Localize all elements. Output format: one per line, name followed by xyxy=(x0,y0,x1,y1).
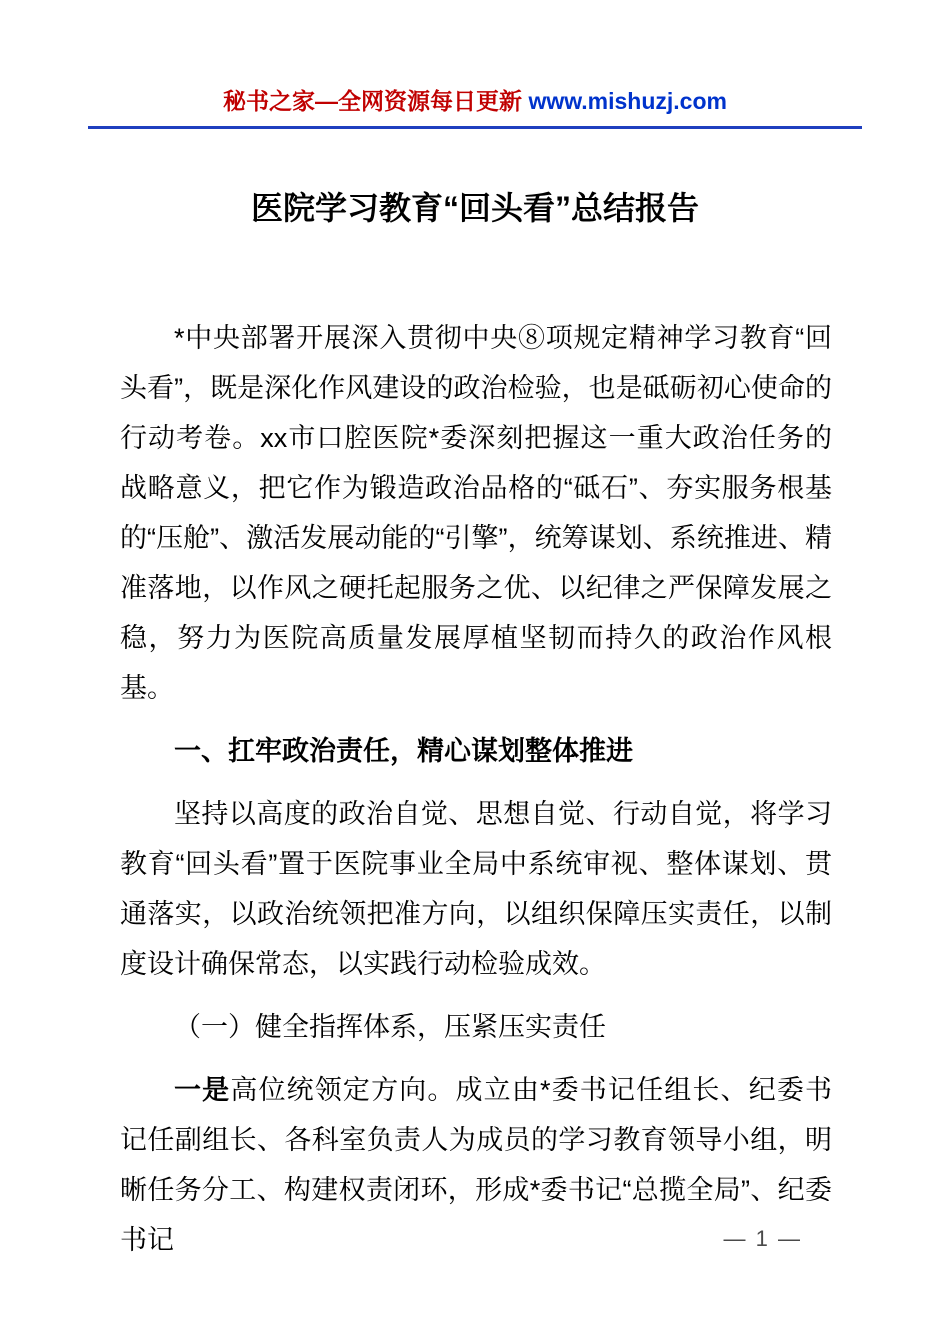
paragraph-intro: *中央部署开展深入贯彻中央⑧项规定精神学习教育“回头看”，既是深化作风建设的政治检验，也是砥砺初心使命的行动考卷。xx市口腔医院*委深刻把握这一重大政治任务的战略意义，把它作为锻造政治品格的“砥石”、夯实服务根基的“压舱”、激活发展动能的“引擎”，统筹谋划、系统推进、精准落地，以作风之硬托起服务之优、以纪律之严保障发展之稳，努力为医院高质量发展厚植坚韧而持久的政治作风根基。 xyxy=(120,323,832,703)
document-title: 医院学习教育“回头看”总结报告 xyxy=(250,190,699,226)
page-number: — 1 — xyxy=(723,1226,802,1251)
paragraph-section-1: 坚持以高度的政治自觉、思想自觉、行动自觉，将学习教育“回头看”置于医院事业全局中系统审视、整体谋划、贯通落实，以政治统领把准方向，以组织保障压实责任，以制度设计确保常态，以实践行动检验成效。 xyxy=(120,799,832,979)
site-tagline: —全网资源每日更新 xyxy=(315,88,529,114)
site-header xyxy=(0,0,950,114)
document-body xyxy=(120,313,832,1265)
site-url-link[interactable]: www.mishuzj.com xyxy=(528,88,727,114)
section-heading-1: 一、扛牢政治责任，精心谋划整体推进 xyxy=(174,736,633,766)
subsection-heading-1: （一）健全指挥体系，压紧压实责任 xyxy=(174,1012,606,1042)
header-divider xyxy=(88,126,862,129)
point-text: 高位统领定方向。成立由*委书记任组长、纪委书记任副组长、各科室负责人为成员的学习教育领导小组，明晰任务分工、构建权责闭环，形成*委书记“总揽全局”、纪委书记 xyxy=(120,1075,833,1255)
point-lead: 一是 xyxy=(174,1075,231,1105)
site-brand: 秘书之家 xyxy=(223,88,316,114)
